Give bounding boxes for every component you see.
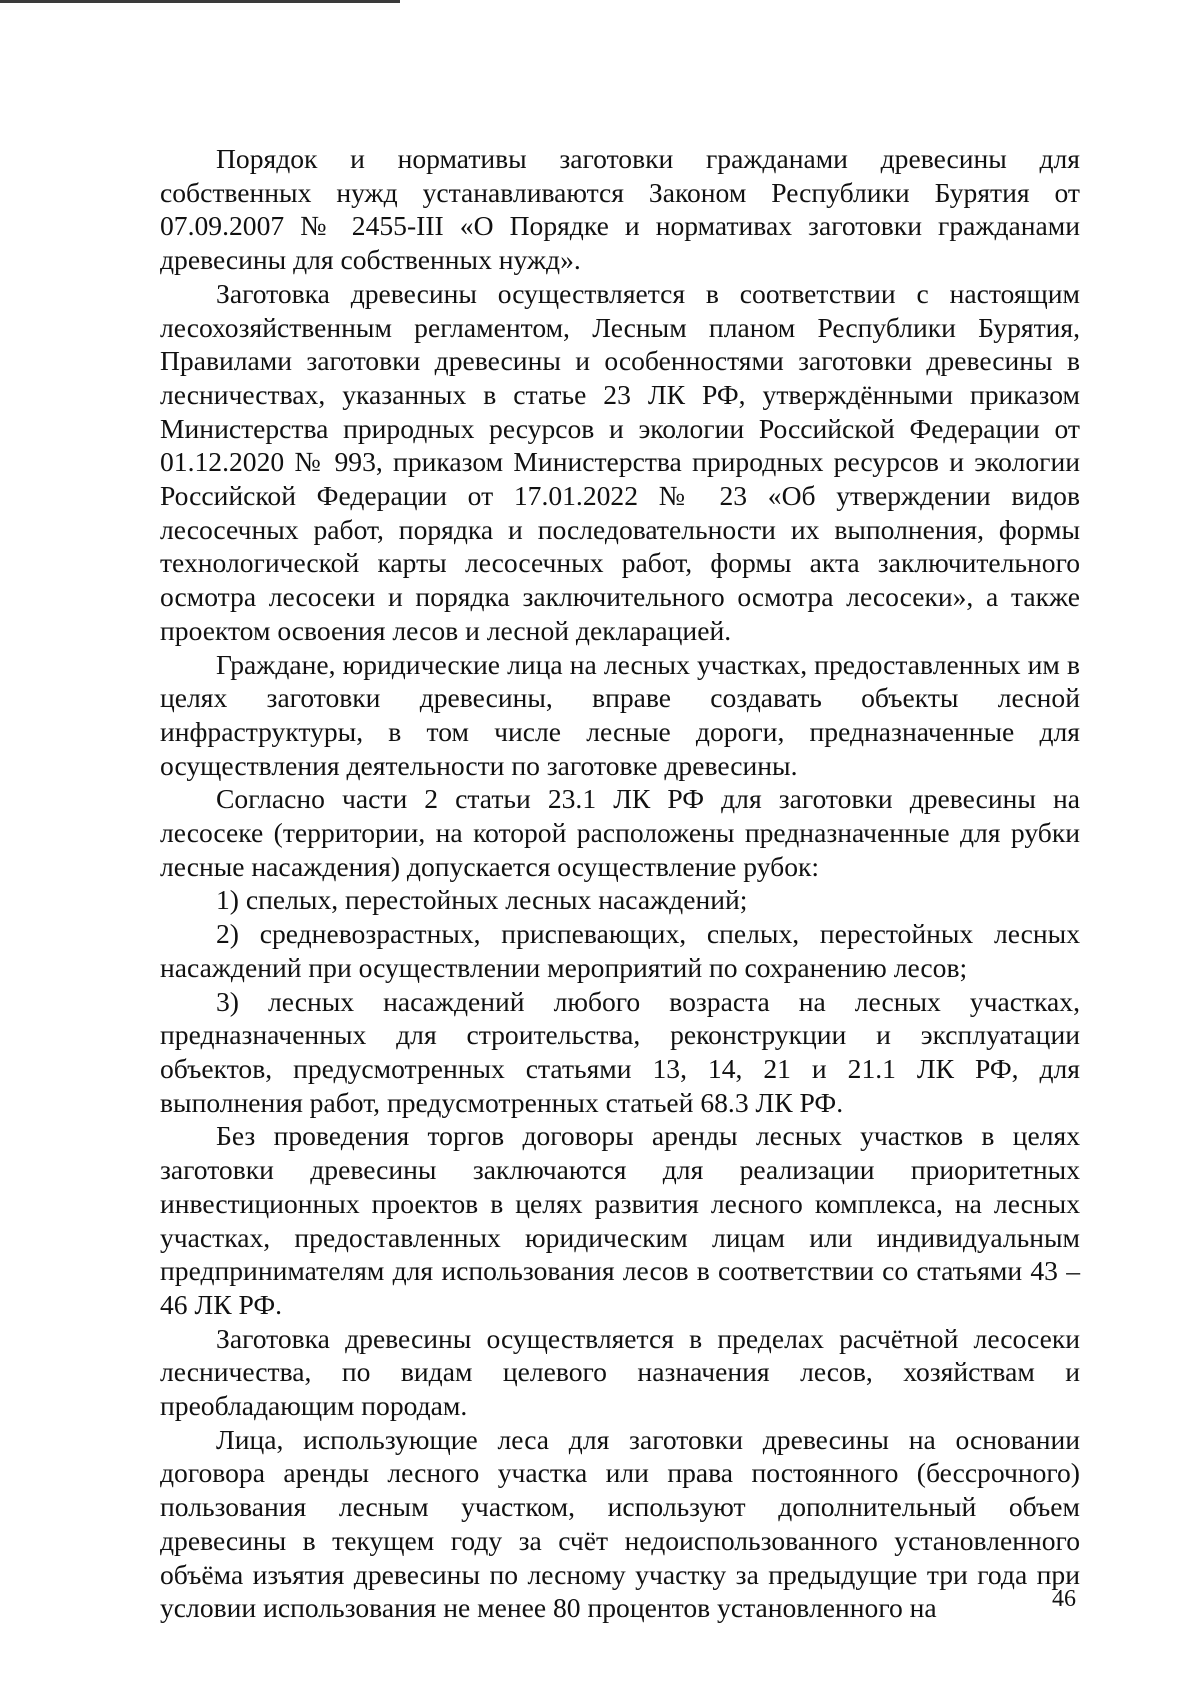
list-item: 2) средневозрастных, приспевающих, спелых, перестойных лесных насаждений при осуществлении мероприятий по сохранению лесов; [160,918,1080,983]
page-number: 46 [1052,1586,1076,1612]
scan-edge-rule [0,0,400,3]
paragraph-felling-types-intro: Согласно части 2 статьи 23.1 ЛК РФ для заготовки древесины на лесосеке (территории, на которой расположены предназначенные для рубки лесные насаждения) допускается осуществление рубок: [160,783,1080,882]
felling-types-list [160,883,1080,1119]
list-item: 1) спелых, перестойных лесных насаждений; [216,884,748,916]
document-page [160,142,1080,1625]
paragraph-forest-infrastructure: Граждане, юридические лица на лесных участках, предоставленных им в целях заготовки древесины, вправе создавать объекты лесной инфраструктуры, в том числе лесные дороги, предназначенные для осуществления деятельности по заготовке древесины. [160,648,1080,781]
paragraph-additional-volume: Лица, использующие леса для заготовки древесины на основании договора аренды лесного участка или права постоянного (бессрочного) пользования лесным участком, используют дополнительный объем древесины в текущем году за счёт недоиспользованного установленного объёма изъятия древесины по лесному участку за предыдущие три года при условии использования не менее 80 процентов установленного на [160,1423,1080,1624]
paragraph-allowable-cut: Заготовка древесины осуществляется в пределах расчётной лесосеки лесничества, по видам целевого назначения лесов, хозяйствам и преобладающим породам. [160,1322,1080,1422]
paragraph-harvesting-regulation: Заготовка древесины осуществляется в соответствии с настоящим лесохозяйственным регламентом, Лесным планом Республики Бурятия, Правилами заготовки древесины и особенностями заготовки древесины в лесничествах, указанных в статье 23 ЛК РФ, утверждёнными приказом Министерства природных ресурсов и экологии Российской Федерации от 01.12.2020 № 993, приказом Министерства природных ресурсов и экологии Российской Федерации от 17.01.2022 № 23 «Об утверждении видов лесосечных работ, порядка и последовательности их выполнения, формы технологической карты лесосечных работ, формы акта заключительного осмотра лесосеки и порядка заключительного осмотра лесосеки», а также проектом освоения лесов и лесной декларацией. [160,277,1080,646]
list-item: 3) лесных насаждений любого возраста на лесных участках, предназначенных для строительства, реконструкции и эксплуатации объектов, предусмотренных статьями 13, 14, 21 и 21.1 ЛК РФ, для выполнения работ, предусмотренных статьей 68.3 ЛК РФ. [160,985,1080,1118]
paragraph-lease-without-tender: Без проведения торгов договоры аренды лесных участков в целях заготовки древесины заключаются для реализации приоритетных инвестиционных проектов в целях развития лесного комплекса, на лесных участках, предоставленных юридическим лицам или индивидуальным предпринимателям для использования лесов в соответствии со статьями 43 – 46 ЛК РФ. [160,1120,1080,1320]
paragraph-timber-norms: Порядок и нормативы заготовки гражданами древесины для собственных нужд устанавливаются Законом Республики Бурятия от 07.09.2007 № 2455-III «О Порядке и нормативах заготовки гражданами древесины для собственных нужд». [160,143,1080,276]
